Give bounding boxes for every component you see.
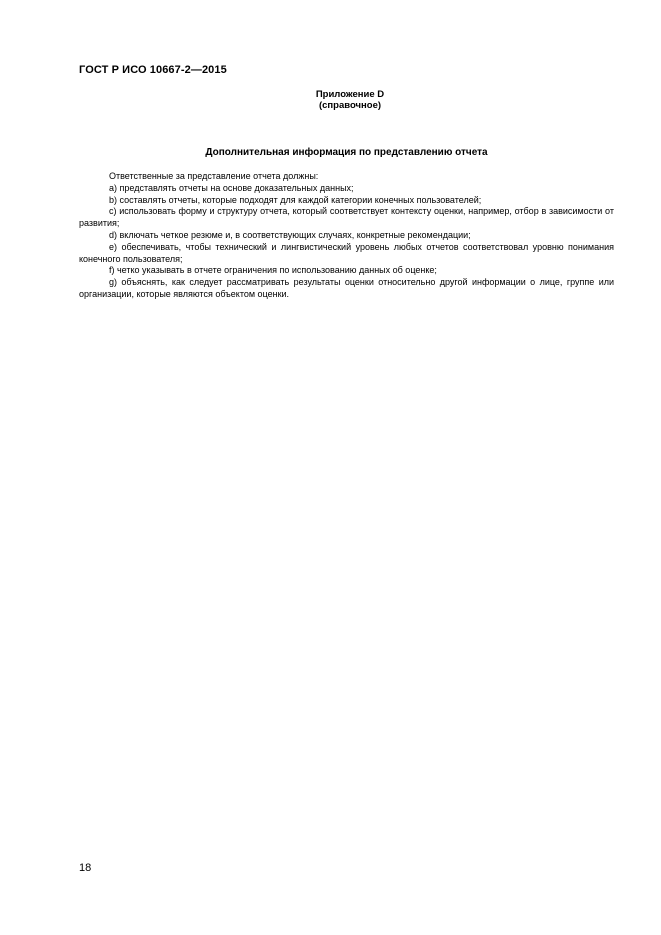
- list-item-b: b) составлять отчеты, которые подходят для каждой категории конечных пользователей;: [109, 194, 482, 205]
- list-item-f: f) четко указывать в отчете ограничения по использованию данных об оценке;: [109, 265, 437, 276]
- list-item-g: g) объяснять, как следует рассматривать результаты оценки относительно другой информации о лице, группе или организации, которые являются объектом оценки.: [79, 277, 614, 299]
- annex-subtitle: (справочное): [318, 100, 382, 111]
- annex-title: Приложение D: [315, 89, 385, 100]
- list-item-c: c) использовать форму и структуру отчета, который соответствует контексту оценки, например, отбор в зависимости от развития;: [79, 206, 614, 229]
- list-item-e: e) обеспечивать, чтобы технический и лингвистический уровень любых отчетов соответствовал уровню понимания конечного пользователя;: [79, 241, 614, 264]
- body-text: [79, 171, 614, 301]
- list-item-d: d) включать четкое резюме и, в соответствующих случаях, конкретные рекомендации;: [109, 229, 471, 240]
- document-code: ГОСТ Р ИСО 10667-2—2015: [79, 64, 227, 76]
- paragraph-intro: Ответственные за представление отчета должны:: [109, 171, 319, 181]
- section-heading: Дополнительная информация по представлению отчета: [205, 147, 488, 158]
- list-item-a: a) представлять отчеты на основе доказательных данных;: [109, 182, 354, 193]
- page-number: 18: [79, 862, 92, 874]
